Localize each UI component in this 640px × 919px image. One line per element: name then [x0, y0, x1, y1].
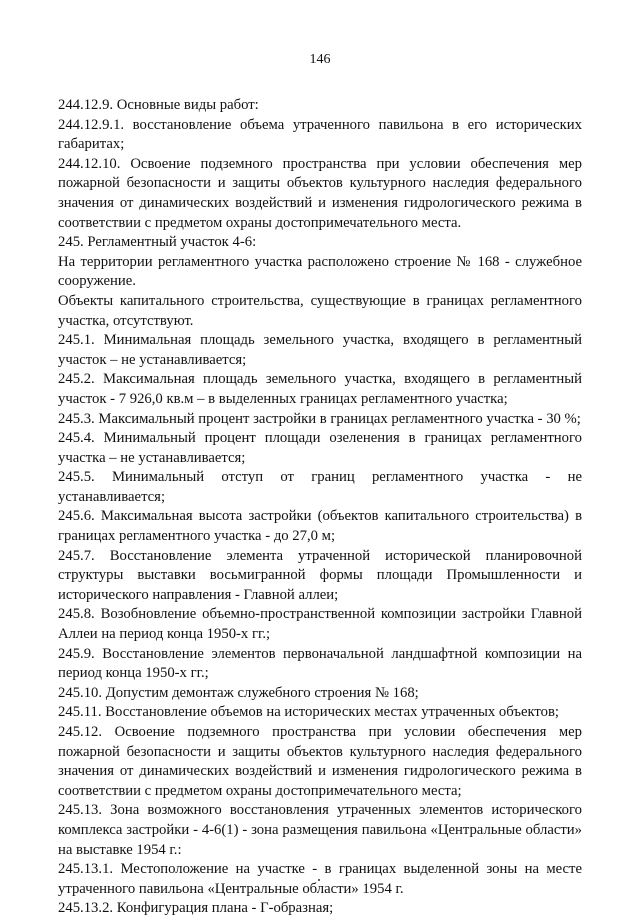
paragraph: 245.9. Восстановление элементов первоначальной ландшафтной композиции на период конца 1950-х гг.; — [58, 645, 582, 682]
paragraph: Объекты капитального строительства, существующие в границах регламентного участка, отсутствуют. — [58, 292, 582, 329]
paragraph: 245.7. Восстановление элемента утраченной исторической планировочной структуры выставки восьмигранной формы площади Промышленности и исторического направления - Главной аллеи; — [58, 547, 582, 603]
paragraph: 245.13.1. Местоположение на участке - в границах выделенной зоны на месте утраченного павильона «Центральные области» 1954 г. — [58, 861, 582, 897]
document-body — [58, 96, 582, 919]
paragraph: 245.13. Зона возможного восстановления утраченных элементов исторического комплекса застройки - 4-6(1) - зона размещения павильона «Центральные области» на выставке 1954 г.: — [58, 802, 582, 858]
paragraph: 245.11. Восстановление объемов на исторических местах утраченных объектов; — [58, 704, 560, 721]
scan-mark — [318, 879, 320, 881]
paragraph: 244.12.10. Освоение подземного пространства при условии обеспечения мер пожарной безопасности и защиты объектов культурного наследия федерального значения от динамических воздействий и изменения гидрологического режима в соответствии с предметом охраны достопримечательного места. — [58, 155, 582, 231]
paragraph: 245. Регламентный участок 4-6: — [58, 234, 257, 251]
paragraph: 244.12.9.1. восстановление объема утраченного павильона в его исторических габаритах; — [58, 116, 582, 153]
page-number: 146 — [309, 52, 331, 67]
paragraph: 245.10. Допустим демонтаж служебного строения № 168; — [58, 684, 419, 701]
paragraph: 245.6. Максимальная высота застройки (объектов капитального строительства) в границах регламентного участка - до 27,0 м; — [58, 508, 582, 545]
paragraph: 245.4. Минимальный процент площади озеленения в границах регламентного участка – не устанавливается; — [58, 430, 582, 466]
paragraph: На территории регламентного участка расположено строение № 168 - служебное сооружение. — [58, 253, 582, 290]
paragraph: 245.8. Возобновление объемно-пространственной композиции застройки Главной Аллеи на период конца 1950-х гг.; — [58, 606, 582, 643]
paragraph: 245.5. Минимальный отступ от границ регламентного участка - не устанавливается; — [58, 469, 582, 505]
paragraph: 244.12.9. Основные виды работ: — [58, 97, 259, 113]
paragraph: 245.12. Освоение подземного пространства при условии обеспечения мер пожарной безопасности и защиты объектов культурного наследия федерального значения от динамических воздействий и изменения гидрологического режима в соответствии с предметом охраны достопримечательного места; — [58, 724, 582, 799]
paragraph: 245.3. Максимальный процент застройки в границах регламентного участка - 30 %; — [58, 410, 581, 427]
paragraph: 245.1. Минимальная площадь земельного участка, входящего в регламентный участок – не устанавливается; — [58, 332, 582, 368]
paragraph: 245.2. Максимальная площадь земельного участка, входящего в регламентный участок - 7 926,0 кв.м – в выделенных границах регламентного участка; — [58, 371, 582, 407]
paragraph: 245.13.2. Конфигурация плана - Г-образная; — [58, 900, 334, 917]
